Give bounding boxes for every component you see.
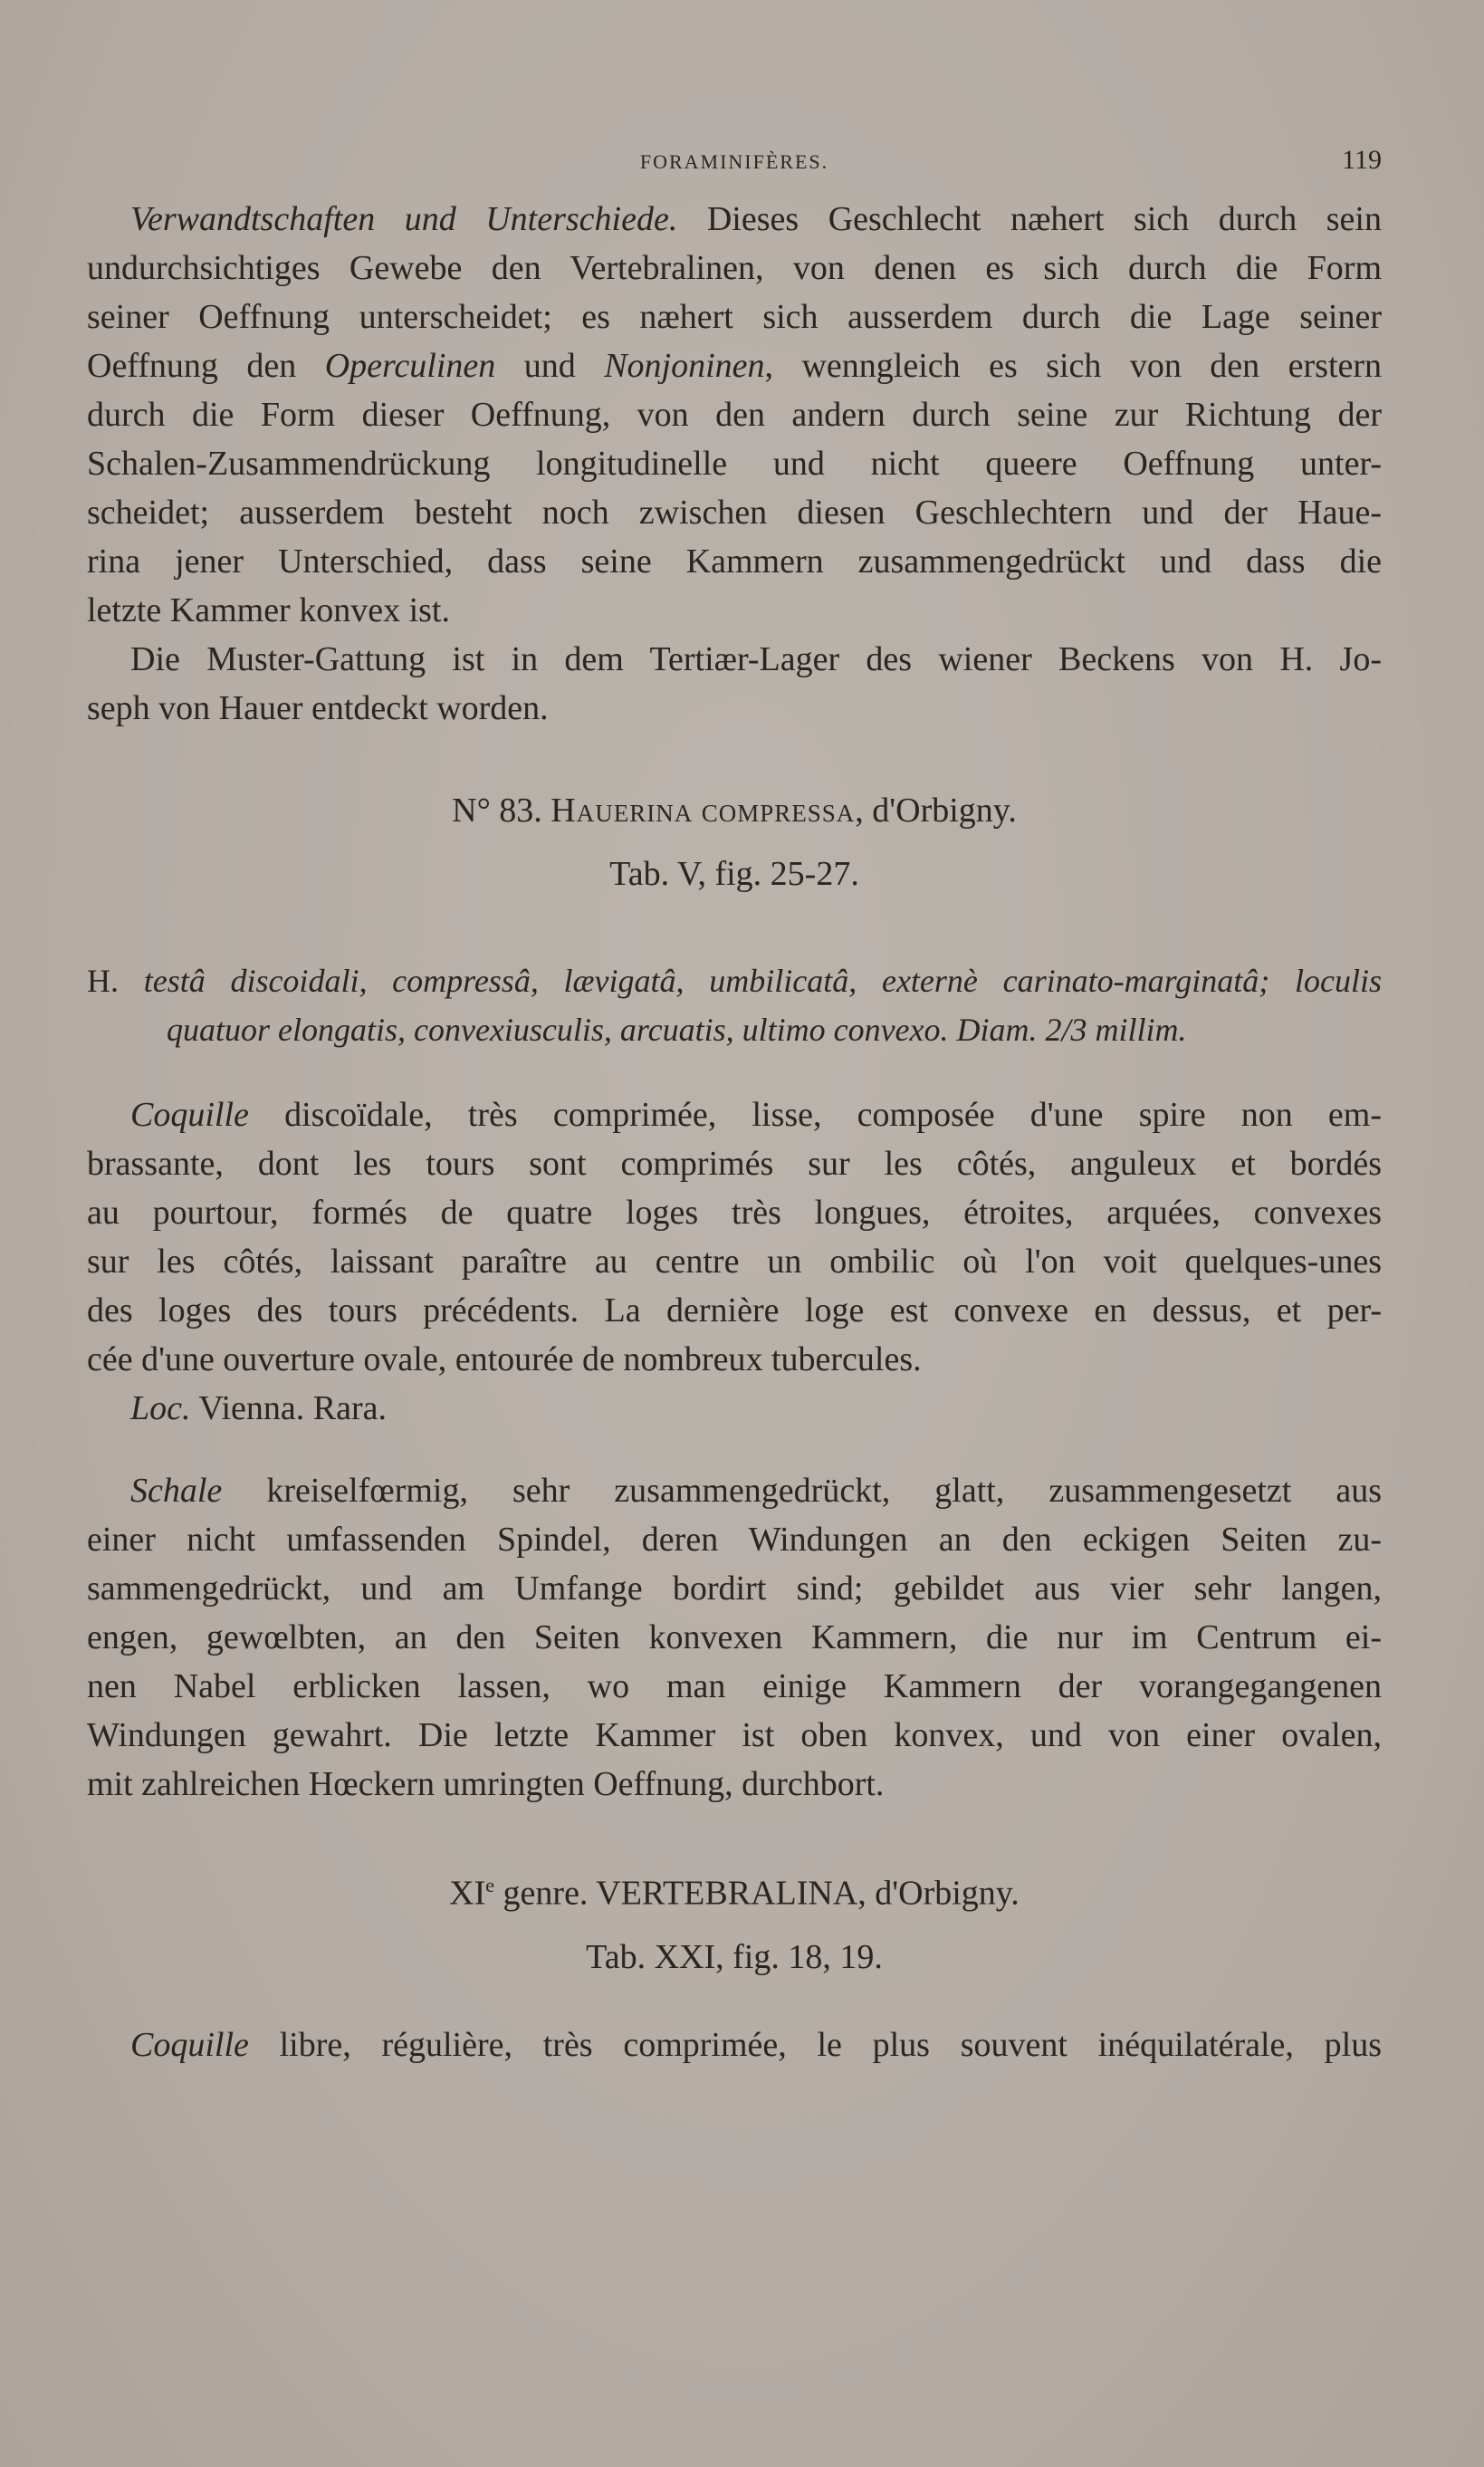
- genre-title: [87, 1861, 1382, 1918]
- page-number: 119: [1342, 145, 1382, 175]
- author: , d'Orbigny.: [855, 792, 1017, 830]
- plate-reference: Tab. V, fig. 25-27.: [609, 855, 859, 893]
- page-header: [87, 145, 1382, 181]
- locality-label: Loc.: [130, 1389, 191, 1427]
- genus-name: Operculinen: [324, 347, 496, 385]
- text-line: seiner Oeffnung unterscheidet; es næhert sich ausserdem durch die Lage seiner: [87, 298, 1382, 336]
- text-span: H.: [87, 963, 119, 999]
- section-lead: Verwandtschaften und Unterschiede.: [130, 200, 678, 238]
- text-line: brassante, dont les tours sont comprimés sur les côtés, anguleux et bordés: [87, 1145, 1382, 1183]
- plate-reference: Tab. XXI, fig. 18, 19.: [586, 1937, 883, 1976]
- text-line: [87, 956, 1382, 1005]
- genre-name: genre. VERTEBRALINA, d'Orbigny.: [494, 1874, 1020, 1913]
- genus-name: Nonjoninen: [604, 347, 765, 385]
- text-line: [87, 1090, 1382, 1139]
- species-heading: [87, 786, 1382, 898]
- french-description-genre: [87, 2021, 1382, 2069]
- text-span: , wenngleich es sich von den erstern: [764, 347, 1382, 385]
- text-line: Die Muster-Gattung ist in dem Tertiær-Lager des wiener Beckens von H. Jo-: [130, 640, 1382, 678]
- locality-value: Vienna. Rara.: [190, 1389, 387, 1427]
- text-line: des loges des tours précédents. La dernière loge est convexe en dessus, et per-: [87, 1291, 1382, 1329]
- section-lead: Schale: [130, 1472, 223, 1510]
- text-line: sur les côtés, laissant paraître au centre un ombilic où l'on voit quelques-unes: [87, 1243, 1382, 1281]
- text-line: cée d'une ouverture ovale, entourée de nombreux tubercules.: [87, 1340, 922, 1378]
- text-line: seph von Hauer entdeckt worden.: [87, 689, 549, 727]
- text-line: undurchsichtiges Gewebe den Vertebralinen, von denen es sich durch die Form: [87, 249, 1382, 287]
- text-line: [87, 1384, 1382, 1433]
- genus-name: Hauerina: [551, 792, 694, 830]
- latin-diagnosis: [87, 956, 1382, 1054]
- text-line: [87, 1466, 1382, 1515]
- text-line: nen Nabel erblicken lassen, wo man einige Kammern der vorangegangenen: [87, 1667, 1382, 1705]
- text-line: mit zahlreichen Hœckern umringten Oeffnung, durchbort.: [87, 1765, 885, 1803]
- genre-heading: [87, 1861, 1382, 1982]
- french-description: [87, 1090, 1382, 1433]
- text-line: [87, 341, 1382, 390]
- section-lead: Coquille: [130, 2026, 249, 2064]
- text-line: Windungen gewahrt. Die letzte Kammer ist oben konvex, und von einer ovalen,: [87, 1716, 1382, 1754]
- text-line: Schalen-Zusammendrückung longitudinelle und nicht queere Oeffnung unter-: [87, 445, 1382, 483]
- text-line: [87, 2021, 1382, 2069]
- text-span: kreiselfœrmig, sehr zusammengedrückt, glatt, zusammengesetzt aus: [222, 1472, 1382, 1510]
- text-line: rina jener Unterschied, dass seine Kammern zusammengedrückt und dass die: [87, 542, 1382, 581]
- text-span: discoïdale, très comprimée, lisse, composée d'une spire non em-: [248, 1096, 1382, 1134]
- section-lead: Coquille: [130, 1096, 249, 1134]
- german-paragraph-affinities: [87, 195, 1382, 733]
- text-span: und: [495, 347, 605, 385]
- text-line: quatuor elongatis, convexiusculis, arcuatis, ultimo convexo. Diam. 2/3 millim.: [167, 1012, 1187, 1048]
- text-span: testâ discoidali, compressâ, lævigatâ, umbilicatâ, externè carinato-marginatâ; loculis: [119, 963, 1382, 999]
- text-line: sammengedrückt, und am Umfange bordirt sind; gebildet aus vier sehr langen,: [87, 1569, 1382, 1608]
- species-name: compressa: [701, 792, 856, 830]
- text-span: Dieses Geschlecht næhert sich durch sein: [677, 200, 1382, 238]
- text-line: engen, gewœlbten, an den Seiten konvexen Kammern, die nur im Centrum ei-: [87, 1618, 1382, 1656]
- running-title: FORAMINIFÈRES.: [639, 150, 829, 173]
- text-line: letzte Kammer konvex ist.: [87, 591, 450, 629]
- text-span: Oeffnung den: [87, 347, 325, 385]
- species-number: N° 83.: [452, 792, 542, 830]
- text-line: durch die Form dieser Oeffnung, von den andern durch seine zur Richtung der: [87, 396, 1382, 434]
- text-line: einer nicht umfassenden Spindel, deren Windungen an den eckigen Seiten zu-: [87, 1521, 1382, 1559]
- german-description: [87, 1466, 1382, 1809]
- text-span: libre, régulière, très comprimée, le plus souvent inéquilatérale, plus: [248, 2026, 1382, 2064]
- text-line: [87, 195, 1382, 244]
- species-title: [87, 786, 1382, 835]
- genre-ordinal: XI: [449, 1874, 486, 1913]
- text-line: scheidet; ausserdem besteht noch zwischen diesen Geschlechtern und der Haue-: [87, 494, 1382, 532]
- text-line: au pourtour, formés de quatre loges très longues, étroites, arquées, convexes: [87, 1194, 1382, 1232]
- genre-ordinal-suffix: e: [485, 1874, 495, 1896]
